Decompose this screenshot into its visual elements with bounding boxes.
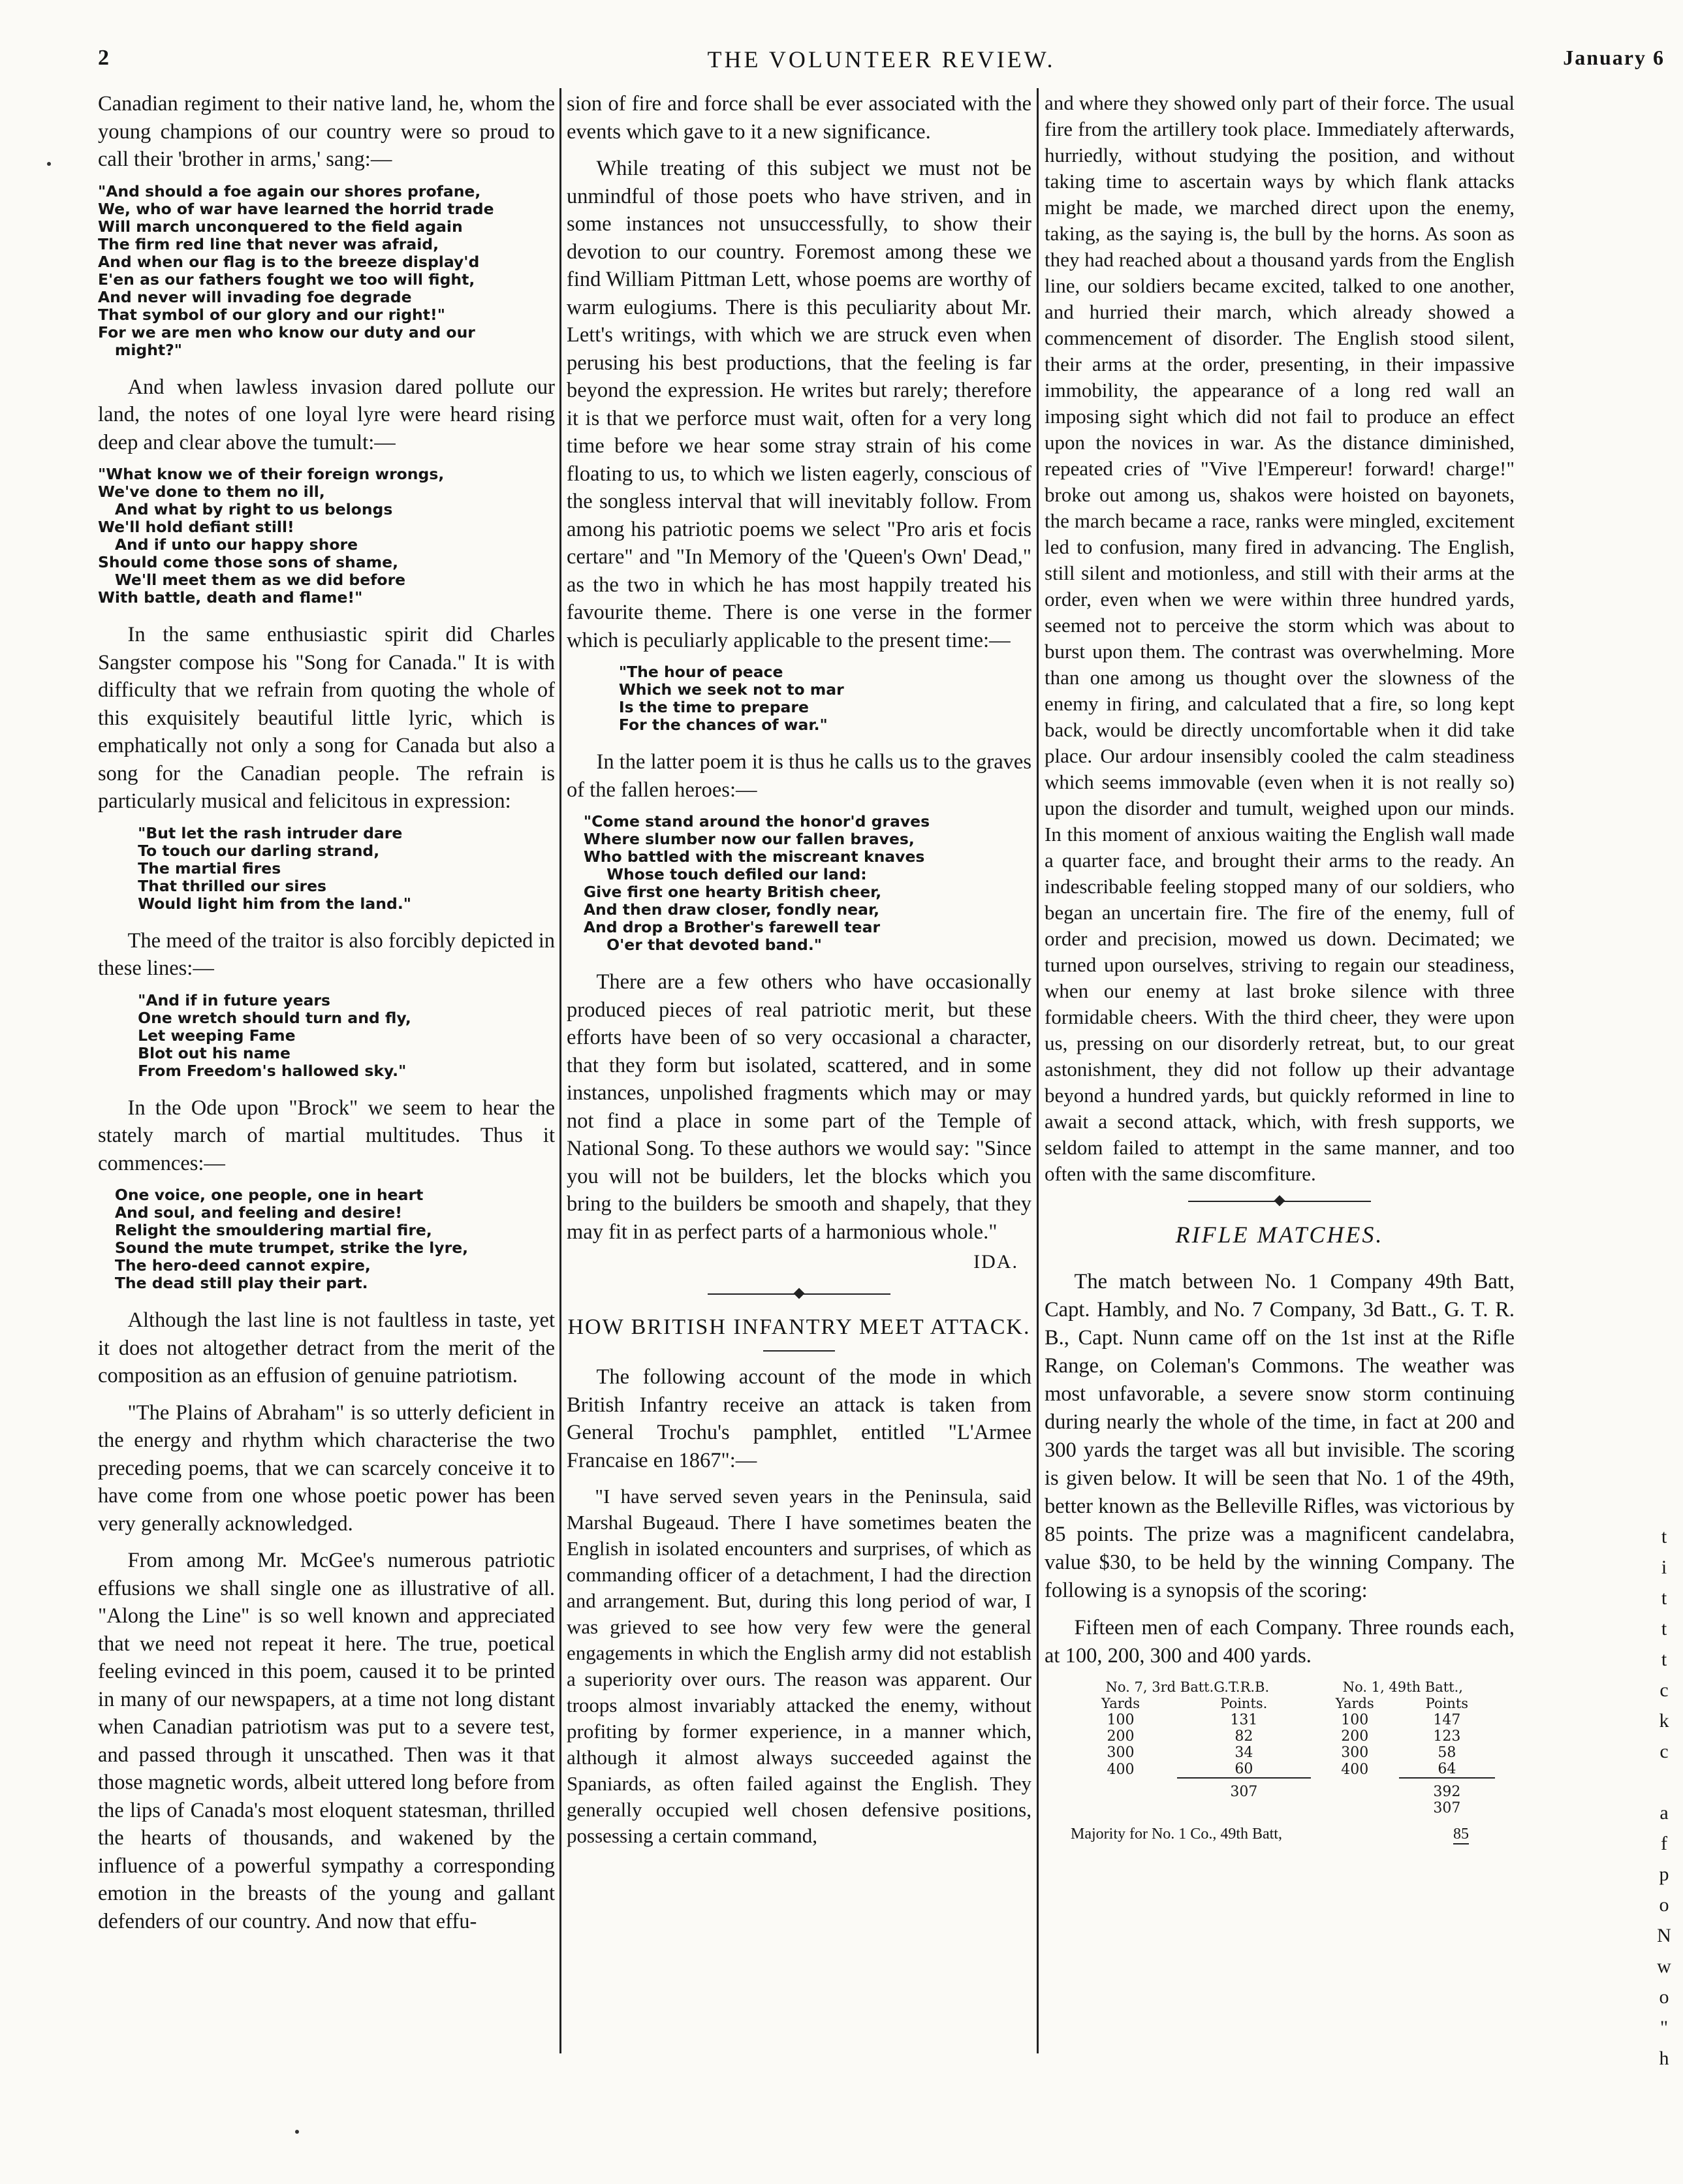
paragraph: Fifteen men of each Company. Three rounds each, at 100, 200, 300 and 400 yards.: [1045, 1616, 1515, 1668]
table-cell: 131: [1230, 1712, 1258, 1728]
margin-fragment: N: [1657, 1925, 1671, 1946]
margin-fragment: a: [1659, 1802, 1669, 1824]
margin-fragment: ": [1659, 2017, 1669, 2038]
table-cell: 147: [1433, 1712, 1461, 1728]
table-row: [1064, 1712, 1495, 1728]
poem-line: Will march unconquered to the field again: [98, 217, 463, 236]
table-cell: 34: [1235, 1745, 1253, 1761]
poem-line: And when our flag is to the breeze display'd: [98, 252, 480, 271]
table-cell: 123: [1433, 1728, 1461, 1745]
table-cell: 60: [1235, 1761, 1253, 1777]
column-heading: Yards: [1335, 1696, 1374, 1711]
poem-line: The firm red line that never was afraid,: [98, 234, 439, 253]
table-cell: 200: [1107, 1728, 1135, 1745]
column-heading: Points: [1425, 1696, 1469, 1711]
paragraph: In the same enthusiastic spirit did Charles Sangster compose his "Song for Canada." It is with difficulty that we refrain from quoting the whole of this exquisitely beautiful little lyric, which is emphatically not only a song for Canada but also a song for the Canadian people. The refrain is particularly musical and felicitous in expression:: [98, 623, 555, 813]
table-row: [1064, 1761, 1495, 1778]
section-divider: [708, 1293, 890, 1295]
article-headline: HOW BRITISH INFANTRY MEET ATTACK.: [567, 1315, 1031, 1339]
poem-line: And never will invading foe degrade: [98, 287, 412, 306]
paragraph: Canadian regiment to their native land, he, whom the young champions of our country were so proud to call their 'brother in arms,' sang:—: [98, 92, 555, 171]
author-signature: IDA.: [973, 1251, 1018, 1273]
column-1: [98, 90, 555, 2068]
poem-stanza: [567, 813, 1031, 954]
poem-line: The hero-deed cannot expire,: [114, 1256, 371, 1274]
margin-fragment: t: [1661, 1649, 1667, 1670]
margin-fragment: c: [1659, 1741, 1669, 1762]
section-title: RIFLE MATCHES.: [1175, 1222, 1384, 1248]
margin-fragment: f: [1661, 1833, 1667, 1854]
poem-stanza: [98, 466, 555, 607]
table-cell: 64: [1438, 1761, 1456, 1777]
poem-line: Is the time to prepare: [618, 698, 809, 716]
poem-line: Sound the mute trumpet, strike the lyre,: [114, 1239, 469, 1257]
poem-line: "And if in future years: [138, 990, 331, 1009]
score-table: [1064, 1679, 1495, 1816]
poem-stanza: [98, 825, 555, 913]
poem-line: That thrilled our sires: [138, 876, 326, 895]
poem-line: From Freedom's hallowed sky.": [138, 1061, 407, 1080]
poem-stanza: [98, 183, 555, 359]
poem-line: We've done to them no ill,: [98, 483, 325, 501]
poem-line: To touch our darling strand,: [138, 841, 380, 860]
team-heading: No. 7, 3rd Batt.G.T.R.B.: [1105, 1679, 1270, 1695]
table-cell: 58: [1438, 1745, 1456, 1761]
paragraph: In the latter poem it is thus he calls us to the graves of the fallen heroes:—: [567, 750, 1031, 802]
table-cell: 100: [1107, 1712, 1135, 1728]
poem-line: Where slumber now our fallen braves,: [583, 830, 915, 848]
table-cell: 100: [1341, 1712, 1369, 1728]
poem-line: "But let the rash intruder dare: [138, 823, 403, 842]
table-cell: 400: [1341, 1761, 1369, 1778]
issue-date: January 6: [1563, 46, 1665, 69]
poem-line: We, who of war have learned the horrid trade: [98, 199, 494, 218]
poem-line: Give first one hearty British cheer,: [583, 883, 882, 901]
poem-line: With battle, death and flame!": [98, 588, 363, 607]
table-cell: 400: [1107, 1761, 1135, 1778]
poem-line: "And should a foe again our shores profane,: [98, 182, 481, 200]
margin-fragment: t: [1661, 1526, 1667, 1547]
poem-line: "Come stand around the honor'd graves: [583, 812, 930, 831]
column-3: [1045, 90, 1515, 2068]
print-speck: [295, 2130, 299, 2134]
poem-line: The martial fires: [138, 859, 281, 878]
paragraph: From among Mr. McGee's numerous patriotic effusions we shall single one as illustrative of all. "Along the Line" is so well known and appreciated that we need not repeat it here. The true, poetical feeling evinced in this poem, caused it to be printed in many of our newspapers, at a time not long distant when Canadian patriotism was put to a severe test, and passed through it unscathed. Then was it that those magnetic words, albeit uttered long before from the lips of Canada's most eloquent statesman, thrilled the hearts of thousands, and wakened by the influence of a powerful sympathy a corresponding emotion in the breasts of the young and gallant defenders of our country. And now that effu-: [98, 1549, 555, 1933]
margin-fragment: t: [1661, 1587, 1667, 1609]
table-total-row: [1064, 1778, 1495, 1800]
column-rule: [1037, 88, 1039, 2053]
print-speck: [47, 162, 51, 166]
team-heading: No. 1, 49th Batt.,: [1342, 1679, 1463, 1695]
poem-line: "The hour of peace: [618, 663, 783, 681]
poem-line: Whose touch defiled our land:: [606, 865, 867, 883]
section-divider: [1188, 1200, 1371, 1203]
majority-line: [1071, 1826, 1469, 1844]
newspaper-title: THE VOLUNTEER REVIEW.: [707, 46, 1056, 72]
column-2: [567, 90, 1031, 2068]
poem-line: O'er that devoted band.": [606, 936, 823, 954]
page-header: [98, 46, 1665, 85]
margin-fragment: o: [1659, 1894, 1669, 1916]
table-cell: 200: [1341, 1728, 1369, 1745]
poem-line: One voice, one people, one in heart: [114, 1186, 424, 1204]
paragraph: Although the last line is not faultless in taste, yet it does not altogether detract from the merit of the composition as an effusion of genuine patriotism.: [98, 1308, 555, 1387]
poem-line: Who battled with the miscreant knaves: [583, 847, 925, 866]
margin-fragment: [1654, 1767, 1674, 1797]
poem-line: Should come those sons of shame,: [98, 553, 398, 571]
poem-stanza: [567, 663, 1031, 734]
margin-fragment: i: [1661, 1557, 1667, 1578]
paragraph: And when lawless invasion dared pollute our land, the notes of one loyal lyre were heard rising deep and clear above the tumult:—: [98, 375, 555, 454]
paragraph: and where they showed only part of their force. The usual fire from the artillery took place. Immediately afterwards, hurriedly, without studying the position, and without taking time to ascertain ways by which flank attacks might be made, we marched direct upon the enemy, taking, as the saying is, the bull by the horns. As soon as they had reached about a thousand yards from the English line, our soldiers became excited, talked to one another, and hurried their march, which already showed a commencement of disorder. The English stood silent, their arms at the order, presenting, in their impassive immobility, the appearance of a long red wall an imposing sight which did not fail to produce an effect upon the novices in war. As the distance diminished, repeated cries of "Vive l'Empereur! forward! charge!" broke out among us, shakos were hoisted on bayonets, the march became a race, ranks were mingled, excitement led to confusion, many fired in advancing. The English, still silent and motionless, and still with their arms at the order, even when we were within three hundred yards, seemed not to perceive the storm which was about to burst upon them. The contrast was overwhelming. More than one among us thought over the slowness of the enemy in firing, and calculated that a fire, so long kept back, would be directly uncomfortable when it did take place. Our ardour insensibly cooled the calm steadiness which seems immovable (even when it is not really so) upon the disorder and tumult, weighed upon our minds. In this moment of anxious waiting the English wall made a quarter face, and brought their arms to the ready. An indescribable feeling stopped many of our soldiers, who began an uncertain fire. The fire of the enemy, full of order and precision, mowed us down. Decimated; we turned upon ourselves, striving to regain our steadiness, when our enemy at last broke silence with three formidable cheers. With the third cheer, they were upon us, pressing on our disorderly retreat, but, to our great astonishment, they did not follow up their advantage beyond a hundred yards, but quickly reformed in line to await a second attack, which, with fresh supports, we seldom failed to attempt in the same manner, and too often with the same discomfiture.: [1045, 91, 1515, 1185]
paragraph: "The Plains of Abraham" is so utterly deficient in the energy and rhythm which characterise the two preceding poems, that we can scarcely conceive it to have come from one whose poetic power has been very generally acknowledged.: [98, 1401, 555, 1536]
paragraph: There are a few others who have occasionally produced pieces of real patriotic merit, but these efforts have been of so very occasional a character, that they form but isolated, scattered, and in some instances, unpolished fragments which may or may not find a place in some part of the Temple of National Song. To these authors we would say: "Since you will not be builders, let the blocks which you bring to the builders be smooth and shapely, that they may fit in as perfect parts of a harmonious whole.": [567, 970, 1031, 1244]
poem-line: For the chances of war.": [618, 716, 828, 734]
total-right: 392: [1399, 1778, 1495, 1800]
table-cell: 300: [1341, 1745, 1369, 1761]
table-row: [1064, 1745, 1495, 1761]
paragraph: In the Ode upon "Brock" we seem to hear the stately march of martial multitudes. Thus it commences:—: [98, 1096, 555, 1175]
table-cell: 82: [1235, 1728, 1253, 1745]
poem-line: And soul, and feeling and desire!: [114, 1203, 402, 1222]
poem-line: Blot out his name: [138, 1043, 291, 1062]
paragraph: While treating of this subject we must not be unmindful of those poets who have striven, and in some instances not unsuccessfully, to show their devotion to our country. Foremost among these we find William Pittman Lett, whose poems are worthy of warm eulogiums. There is this peculiarity about Mr. Lett's writings, with which we are struck even when perusing his best productions, that the feeling is far beyond the expression. He writes but rarely; therefore it is that we perforce must wait, often for a very long time before we hear some stray strain of his come floating to us, to which we listen eagerly, conscious of the songless interval that will inevitably follow. From among his patriotic poems we select "Pro aris et focis certare" and "In Memory of the 'Queen's Own' Dead," as the two in which he has most happily treated his favourite theme. There is one verse in the former which is peculiarly applicable to the present time:—: [567, 157, 1031, 652]
paragraph: The following account of the mode in which British Infantry receive an attack is taken from General Trochu's pamphlet, entitled "L'Armee Francaise en 1867":—: [567, 1365, 1031, 1472]
table-cell: 300: [1107, 1745, 1135, 1761]
poem-stanza: [98, 1186, 555, 1292]
margin-fragment: o: [1659, 1986, 1669, 2008]
poem-line: might?": [114, 340, 183, 359]
paragraph: sion of fire and force shall be ever associated with the events which gave to it a new significance.: [567, 92, 1031, 144]
poem-line: And then draw closer, fondly near,: [583, 900, 880, 919]
poem-line: For we are men who know our duty and our: [98, 323, 475, 341]
majority-value: 85: [1453, 1826, 1469, 1844]
paragraph: The meed of the traitor is also forcibly depicted in these lines:—: [98, 928, 555, 980]
poem-line: And if unto our happy shore: [114, 535, 358, 554]
column-rule: [559, 88, 561, 2053]
poem-line: That symbol of our glory and our right!": [98, 305, 445, 324]
total-left: 307: [1177, 1778, 1311, 1800]
margin-fragment: c: [1659, 1679, 1669, 1701]
margin-fragment: w: [1657, 1955, 1671, 1977]
poem-line: We'll hold defiant still!: [98, 518, 294, 536]
margin-fragment: k: [1659, 1710, 1669, 1732]
margin-fragment: h: [1659, 2048, 1669, 2069]
column-heading: Yards: [1101, 1696, 1140, 1711]
poem-line: "What know we of their foreign wrongs,: [98, 465, 445, 483]
poem-line: And what by right to us belongs: [114, 500, 393, 518]
poem-line: Which we seek not to mar: [618, 680, 844, 699]
table-subtract-row: [1064, 1800, 1495, 1816]
majority-label: Majority for No. 1 Co., 49th Batt,: [1071, 1826, 1282, 1843]
poem-line: Relight the smouldering martial fire,: [114, 1221, 432, 1239]
poem-line: E'en as our fathers fought we too will fight,: [98, 270, 475, 289]
poem-stanza: [98, 992, 555, 1080]
margin-fragment: p: [1659, 1863, 1669, 1885]
table-row: [1064, 1728, 1495, 1745]
paragraph: The match between No. 1 Company 49th Batt, Capt. Hambly, and No. 7 Company, 3d Batt., G. T. R. B., Capt. Nunn came off on the 1st inst at the Rifle Range, on Coleman's Commons. The weather was most unfavorable, a severe snow storm continuing during nearly the whole of the time, in fact at 200 and 300 yards the target was all but invisible. The scoring is given below. It will be seen that No. 1 of the 49th, better known as the Belleville Rifles, was victorious by 85 points. The prize was a magnificent candelabra, value $30, to be held by the winning Company. The following is a synopsis of the scoring:: [1045, 1270, 1515, 1602]
headline-rule: [763, 1350, 835, 1352]
column-heading: Points.: [1220, 1696, 1268, 1711]
poem-line: Would light him from the land.": [138, 894, 411, 913]
paragraph: "I have served seven years in the Peninsula, said Marshal Bugeaud. There I have sometimes beaten the English in isolated encounters and surprises, of which as commanding officer of a detachment, I had the direction and arrangement. But, during this long period of war, I was grieved to see how very few were the general engagements in which the English army did not establish a superiority over ours. The reason was apparent. Our troops almost invariably attacked the enemy, without profiting by former experience, in a manner which, although it almost always succeeded against the Spaniards, as often failed against the English. They generally occupied well chosen defensive positions, possessing a certain command,: [567, 1485, 1031, 1847]
poem-line: Let weeping Fame: [138, 1026, 296, 1045]
subtract-value: 307: [1433, 1800, 1461, 1816]
page-number: 2: [98, 46, 109, 70]
poem-line: And drop a Brother's farewell tear: [583, 918, 881, 936]
margin-fragments: [1654, 1521, 1674, 2074]
poem-line: We'll meet them as we did before: [114, 571, 406, 589]
poem-line: The dead still play their part.: [114, 1274, 368, 1292]
poem-line: One wretch should turn and fly,: [138, 1008, 411, 1027]
margin-fragment: t: [1661, 1618, 1667, 1639]
